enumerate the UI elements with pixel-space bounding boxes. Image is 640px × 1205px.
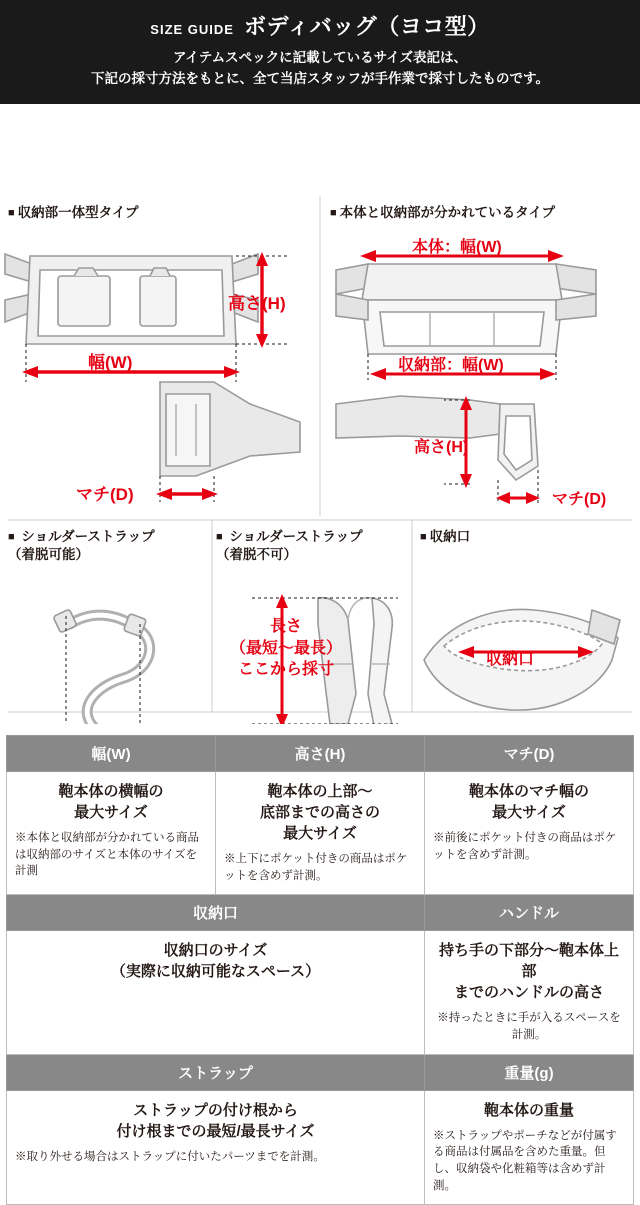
header-subtitle-line2: 下記の採寸方法をもとに、全て当店スタッフが手作業で採寸したものです。 (91, 70, 549, 86)
cell-strap-main: ストラップの付け根から 付け根までの最短/最長サイズ (116, 1101, 315, 1140)
col-header-weight: 重量(g) (425, 1054, 634, 1090)
cell-opening-main: 収納口のサイズ （実際に収納可能なスペース） (110, 942, 321, 981)
panel-label-strap-detachable (8, 528, 208, 564)
spec-table (6, 735, 634, 1205)
header-kicker: SIZE GUIDE (150, 22, 234, 37)
header-title-row (0, 10, 640, 41)
header-banner (0, 0, 640, 104)
label-depth-integrated: マチ(D) (76, 484, 134, 504)
col-header-strap: ストラップ (7, 1054, 425, 1090)
dimension-pocket-width (368, 354, 556, 380)
cell-weight-note: ※ストラップやポーチなどが付属する商品は付属品を含めた重量。但し、収納袋や化粧箱等は含めず計測。 (433, 1129, 617, 1192)
panel-label-strap-detachable-line2: （着脱可能） (8, 547, 89, 563)
cell-strap-note: ※取り外せる場合はストラップに付いたパーツまでを計測。 (15, 1150, 325, 1163)
label-length-fixed-line2: （最短〜最長） (229, 639, 342, 657)
cell-weight (425, 1090, 634, 1205)
label-body-width: 本体：幅(W) (412, 238, 502, 256)
cell-strap (7, 1090, 425, 1205)
col-header-depth: マチ(D) (425, 735, 634, 771)
cell-height-note: ※上下にポケット付きの商品はポケットを含めず計測。 (224, 852, 408, 882)
measurement-diagrams (0, 104, 640, 724)
col-header-opening: 収納口 (7, 895, 425, 931)
cell-height (216, 771, 425, 894)
dimension-width-integrated (22, 344, 240, 382)
table-row-2 (7, 931, 634, 1054)
diagram-section (0, 104, 640, 729)
cell-handle (425, 931, 634, 1054)
cell-width-main: 鞄本体の横幅の 最大サイズ (58, 782, 164, 821)
label-pocket-width: 収納部：幅(W) (398, 356, 504, 374)
bag-front-illustration-separated (336, 264, 596, 354)
cell-depth (425, 771, 634, 894)
table-row-3 (7, 1090, 634, 1205)
table-row-header-1 (7, 735, 634, 771)
label-strap-length-fixed (216, 616, 356, 681)
table-row-header-3 (7, 1054, 634, 1090)
label-height-integrated: 高さ(H) (228, 293, 286, 313)
cell-depth-note: ※前後にポケット付きの商品はポケットを含めず計測。 (433, 831, 617, 861)
label-depth-separated: マチ(D) (552, 490, 607, 508)
panel-label-opening: ■ 収納口 (420, 528, 620, 546)
col-header-width: 幅(W) (7, 735, 216, 771)
panel-label-separated: ■ 本体と収納部が分かれているタイプ (330, 204, 640, 222)
table-row-1 (7, 771, 634, 894)
col-header-height: 高さ(H) (216, 735, 425, 771)
cell-width (7, 771, 216, 894)
panel-label-strap-fixed-line2: （着脱不可） (216, 547, 297, 563)
bag-front-illustration-integrated (5, 254, 258, 344)
panel-label-strap-fixed (216, 528, 416, 564)
panel-label-strap-detachable-line1: ショルダーストラップ (21, 528, 155, 544)
cell-depth-main: 鞄本体のマチ幅の 最大サイズ (468, 782, 589, 821)
cell-weight-main: 鞄本体の重量 (483, 1101, 574, 1119)
cell-opening (7, 931, 425, 1054)
label-height-separated: 高さ(H) (414, 438, 469, 456)
label-opening: 収納口 (486, 650, 535, 668)
label-length-fixed-line1: 長さ (269, 617, 302, 635)
cell-handle-note: ※持ったときに手が入るスペースを計測。 (437, 1012, 621, 1041)
strap-detachable-illustration (53, 609, 150, 724)
bag-side-illustration-separated (336, 396, 538, 480)
bag-side-illustration-integrated (160, 382, 300, 476)
cell-height-main: 鞄本体の上部〜 底部までの高さの 最大サイズ (259, 782, 380, 842)
dimension-depth-integrated (76, 476, 218, 504)
cell-width-note: ※本体と収納部が分かれている商品は収納部のサイズと本体のサイズを計測 (15, 831, 199, 878)
panel-label-strap-fixed-line1: ショルダーストラップ (229, 528, 363, 544)
page-title: ボディバッグ（ヨコ型） (243, 14, 490, 39)
label-width-integrated: 幅(W) (88, 352, 133, 372)
label-measure-from-here: ここから採寸 (237, 661, 334, 679)
col-header-handle: ハンドル (425, 895, 634, 931)
header-subtitle-line1: アイテムスペックに記載しているサイズ表記は、 (172, 50, 468, 65)
cell-handle-main: 持ち手の下部分〜鞄本体上部 までのハンドルの高さ (438, 942, 619, 1002)
panel-label-integrated: ■ 収納部一体型タイプ (8, 204, 308, 222)
dimension-body-width (360, 237, 564, 262)
table-row-header-2 (7, 895, 634, 931)
